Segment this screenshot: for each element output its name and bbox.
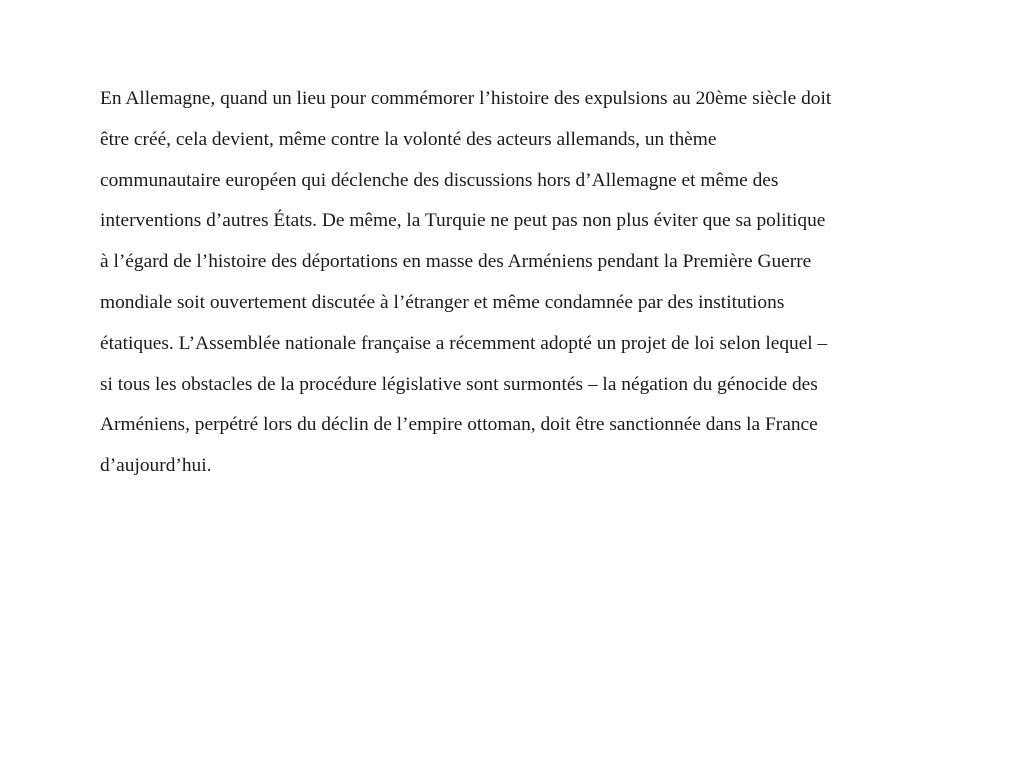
paragraph-line-6: mondiale soit ouvertement discutée à l’étranger et même condamnée par des institutions [100,291,785,313]
paragraph-line-4: interventions d’autres États. De même, la Turquie ne peut pas non plus éviter que sa politique [100,210,826,232]
paragraph-line-3: communautaire européen qui déclenche des discussions hors d’Allemagne et même des [100,169,779,191]
paragraph-line-2: être créé, cela devient, même contre la volonté des acteurs allemands, un thème [100,128,717,150]
paragraph-line-8: si tous les obstacles de la procédure législative sont surmontés – la négation du génocide des [100,373,818,395]
paragraph [100,82,970,490]
paragraph-line-9: Arméniens, perpétré lors du déclin de l’empire ottoman, doit être sanctionnée dans la France [100,414,818,436]
paragraph-line-1: En Allemagne, quand un lieu pour commémorer l’histoire des expulsions au 20ème siècle doit [100,88,832,109]
paragraph-line-10: d’aujourd’hui. [100,455,212,477]
paragraph-line-7: étatiques. L’Assemblée nationale française a récemment adopté un projet de loi selon lequel – [100,332,828,354]
paragraph-line-5: à l’égard de l’histoire des déportations en masse des Arméniens pendant la Première Guerre [100,251,812,273]
